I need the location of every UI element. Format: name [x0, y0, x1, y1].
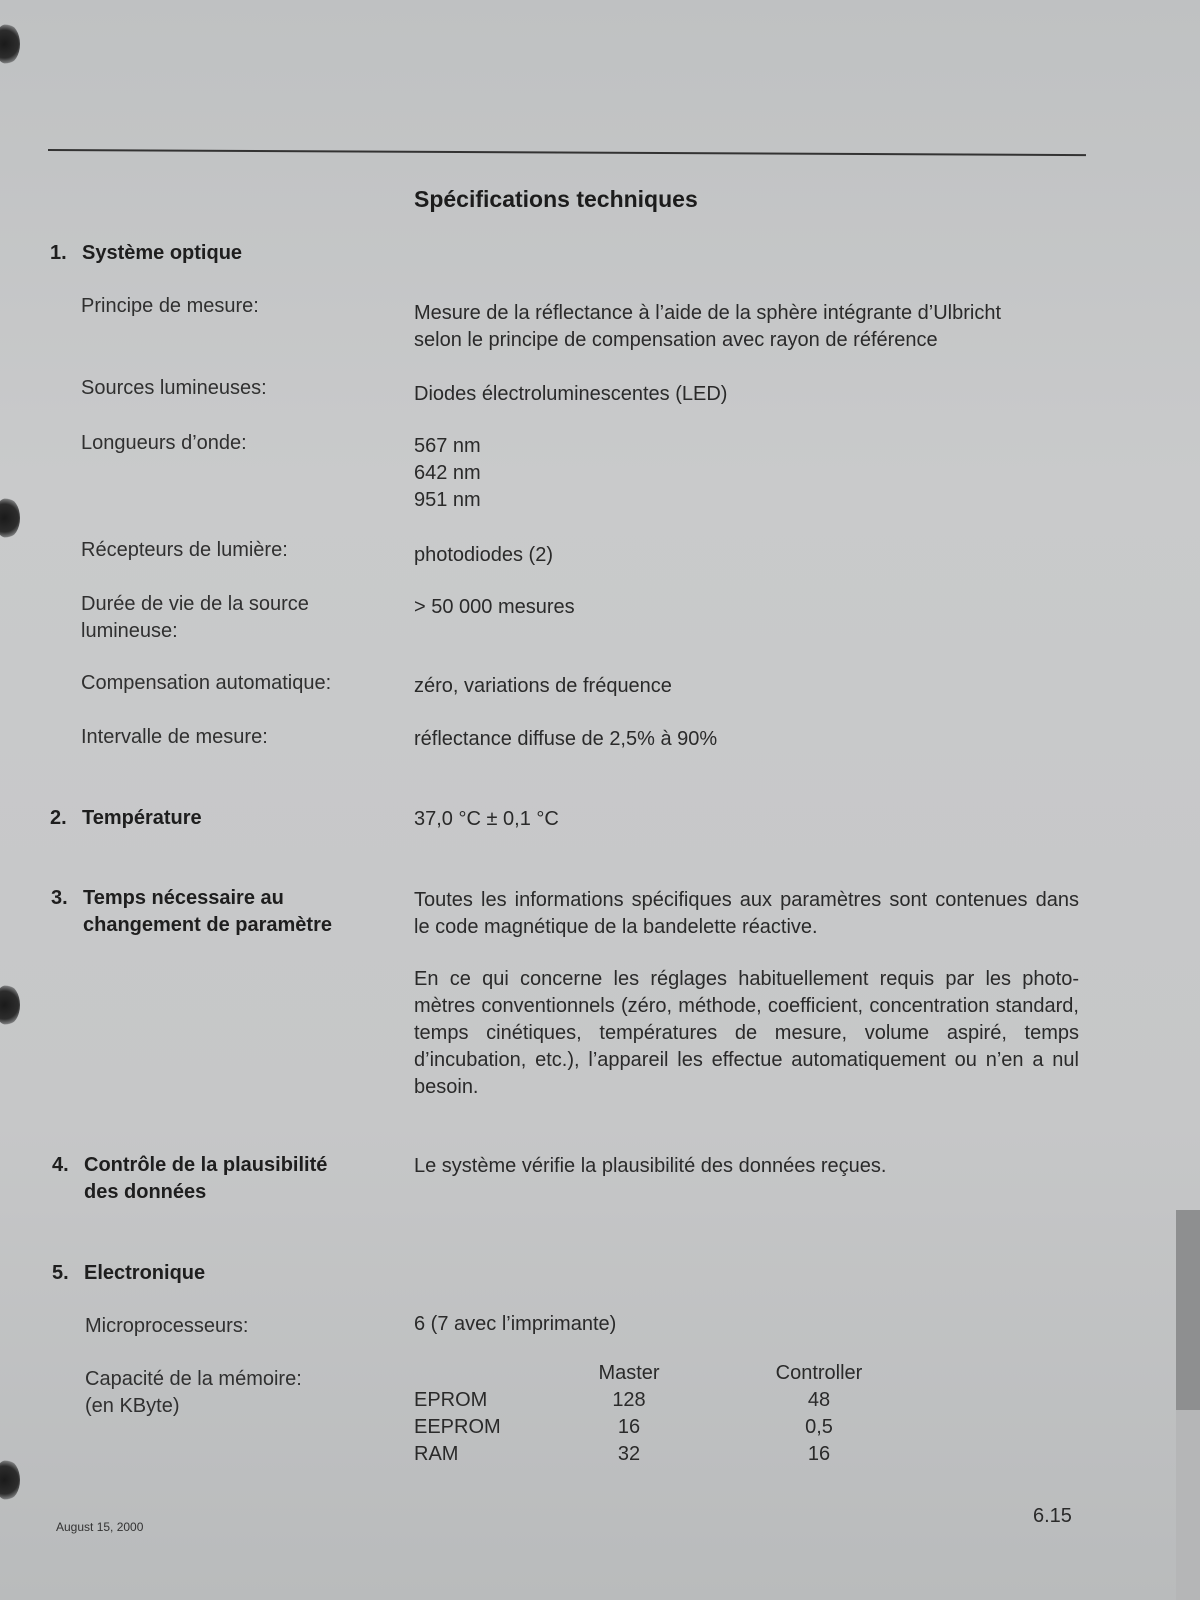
micro-value: 6 (7 avec l’imprimante) — [414, 1313, 617, 1335]
footer-date: August 15, 2000 — [56, 1520, 144, 1534]
table-row: EEPROM 16 0,5 — [414, 1416, 833, 1438]
compensation-label: Compensation automatique: — [81, 672, 332, 694]
table-row: RAM 32 16 — [414, 1443, 831, 1465]
section-3-paragraph-2: En ce qui concerne les réglages habituellement requis par les photo-mètres conventionnels (zéro, méthode, coefficient, concentration standard, temps cinétiques, températures de mesure, volume aspiré, temps d’incubation, etc.), l’appareil les effectue automatiquement ou n’en a nul besoin. — [414, 968, 1079, 1098]
binder-hole — [0, 1460, 20, 1500]
plausibilite-value: Le système vérifie la plausibilité des données reçues. — [414, 1155, 887, 1177]
duree-value: > 50 000 mesures — [414, 596, 575, 618]
section-4-heading: 4. Contrôle de la plausibilité des données — [52, 1154, 328, 1203]
duree-label: Durée de vie de la source lumineuse: — [81, 593, 309, 642]
memory-table — [414, 1360, 964, 1468]
sources-label: Sources lumineuses: — [81, 377, 267, 399]
principe-value: Mesure de la réflectance à l’aide de la sphère intégrante d’Ulbricht selon le principe de compensation avec rayon de référence — [414, 302, 1002, 351]
table-row: EPROM 128 48 — [414, 1389, 831, 1411]
binder-hole — [0, 985, 20, 1025]
memory-table-header: Master Controller — [598, 1362, 863, 1384]
section-5-heading: 5. Electronique — [52, 1262, 206, 1284]
section-3-paragraph-1: Toutes les informations spécifiques aux paramètres sont contenues dans le code magnétique de la bandelette réactive. — [414, 889, 1079, 938]
recepteurs-label: Récepteurs de lumière: — [81, 539, 288, 561]
recepteurs-value: photodiodes (2) — [414, 544, 553, 566]
temperature-value: 37,0 °C ± 0,1 °C — [414, 808, 559, 830]
compensation-value: zéro, variations de fréquence — [414, 675, 672, 697]
section-3-heading: 3. Temps nécessaire au changement de paramètre — [51, 887, 332, 936]
binder-hole — [0, 24, 20, 64]
longueurs-label: Longueurs d’onde: — [81, 432, 247, 454]
page-title: Spécifications techniques — [414, 186, 698, 212]
longueurs-value: 567 nm 642 nm 951 nm — [414, 435, 481, 511]
section-1-heading: 1. Système optique — [50, 242, 243, 264]
memoire-label: Capacité de la mémoire: (en KByte) — [85, 1368, 302, 1417]
page-number: 6.15 — [1033, 1505, 1072, 1527]
header-rule — [48, 149, 1086, 156]
index-tab — [1176, 1210, 1200, 1410]
page-edge-strip — [1176, 1410, 1200, 1600]
binder-hole — [0, 498, 20, 538]
intervalle-value: réflectance diffuse de 2,5% à 90% — [414, 728, 718, 750]
sources-value: Diodes électroluminescentes (LED) — [414, 383, 728, 405]
intervalle-label: Intervalle de mesure: — [81, 726, 268, 748]
principe-label: Principe de mesure: — [81, 295, 259, 317]
section-2-heading: 2. Température — [50, 807, 202, 829]
micro-label: Microprocesseurs: — [85, 1315, 249, 1337]
